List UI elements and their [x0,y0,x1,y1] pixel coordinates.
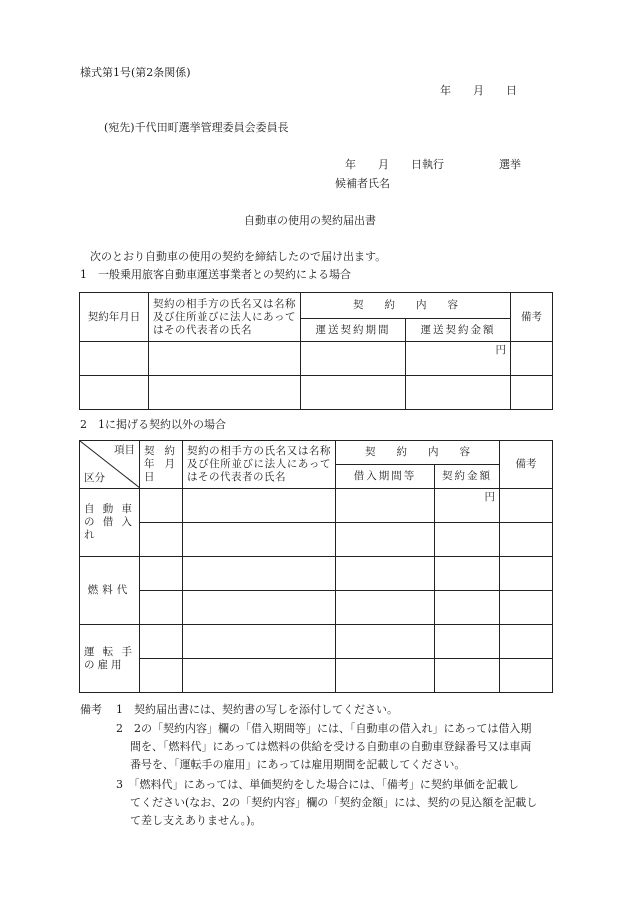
note-2-line-2: 間を、「燃料代」にあっては燃料の供給を受ける自動車の自動車登録番号又は車両 [130,740,532,753]
s2-cell[interactable] [500,489,553,523]
s2-cell[interactable] [140,625,183,659]
s2-cell[interactable] [500,523,553,557]
s2-cell[interactable] [435,557,500,591]
s1-col-period: 運送契約期間 [301,319,406,342]
s2-cell[interactable] [435,591,500,625]
s2-col-remarks: 備考 [500,441,553,489]
document-title: 自動車の使用の契約届出書 [244,214,376,227]
s1-yen-cell[interactable]: 円 [406,342,511,376]
s2-col-amount: 契約金額 [435,465,500,489]
s1-cell[interactable] [511,376,553,410]
note-2-line-1: 2 2の「契約内容」欄の「借入期間等」には、「自動車の借入れ」にあっては借入期 [116,722,532,735]
s2-cell[interactable] [140,523,183,557]
section2-heading: 2 1に掲げる契約以外の場合 [80,418,226,431]
s2-cell[interactable] [336,659,435,693]
s2-cell[interactable] [140,557,183,591]
s2-cell[interactable] [500,659,553,693]
s2-diagonal-header [80,441,140,489]
election-line: 年 月 日執行 選挙 [345,158,521,171]
s2-cell[interactable] [336,489,435,523]
s2-header-item: 項目 [114,444,135,456]
s1-cell[interactable] [301,376,406,410]
s2-cell[interactable] [183,489,336,523]
s2-row-label-fuel: 燃料代 [80,557,140,625]
s2-cell[interactable] [336,625,435,659]
s2-col-contract: 契 約 内 容 [336,441,500,465]
s2-cell[interactable] [435,659,500,693]
section1-heading: 1 一般乗用旅客自動車運送事業者との契約による場合 [80,268,351,281]
note-3-line-1: 3 「燃料代」にあっては、単価契約をした場合には、「備考」に契約単価を記載し [116,778,519,791]
s2-row-label-driver: 運転手の雇用 [80,625,140,693]
s1-cell[interactable] [149,342,301,376]
date-line: 年 月 日 [440,84,517,97]
s1-col-party: 契約の相手方の氏名又は名称及び住所並びに法人にあってはその代表者の氏名 [149,293,301,342]
note-2-line-3: 番号を、「運転手の雇用」にあっては雇用期間を記載してください。 [130,758,466,771]
s2-yen-cell[interactable]: 円 [435,489,500,523]
s2-cell[interactable] [140,659,183,693]
section1-table [79,292,553,410]
s1-cell[interactable] [511,342,553,376]
section2-table [79,440,553,693]
intro-text: 次のとおり自動車の使用の契約を締結したので届け出ます。 [90,250,387,263]
s2-row-label-car-rental: 自動車の借入れ [80,489,140,557]
note-3-line-2: てください(なお、2の「契約内容」欄の「契約金額」には、契約の見込額を記載し [130,796,538,809]
s2-col-date: 契約年月日 [140,441,183,489]
s2-cell[interactable] [500,557,553,591]
s1-row-2 [80,376,553,410]
s2-cell[interactable] [183,625,336,659]
s2-cell[interactable] [336,523,435,557]
s2-cell[interactable] [183,591,336,625]
s1-cell[interactable] [149,376,301,410]
candidate-label: 候補者氏名 [335,177,390,190]
s1-col-contract: 契 約 内 容 [301,293,511,319]
s2-cell[interactable] [183,557,336,591]
note-1: 1 契約届出書には、契約書の写しを添付してください。 [116,703,398,716]
s1-cell[interactable] [301,342,406,376]
s2-cell[interactable] [183,659,336,693]
s2-cell[interactable] [336,557,435,591]
s2-cell[interactable] [435,625,500,659]
s1-row-1 [80,342,553,376]
s1-col-amount: 運送契約金額 [406,319,511,342]
notes-label: 備考 [80,703,102,716]
s1-cell[interactable] [80,376,149,410]
s1-col-remarks: 備考 [511,293,553,342]
s2-cell[interactable] [336,591,435,625]
s2-cell[interactable] [500,625,553,659]
s2-cell[interactable] [140,489,183,523]
s1-cell[interactable] [80,342,149,376]
s2-cell[interactable] [500,591,553,625]
form-number: 様式第1号(第2条関係) [80,66,191,79]
s2-cell[interactable] [140,591,183,625]
s1-col-date: 契約年月日 [80,293,149,342]
s2-cell[interactable] [435,523,500,557]
s2-header-class: 区分 [84,472,105,484]
s1-cell[interactable] [406,376,511,410]
s2-col-period: 借入期間等 [336,465,435,489]
s2-col-party: 契約の相手方の氏名又は名称及び住所並びに法人にあってはその代表者の氏名 [183,441,336,489]
note-3-line-3: て差し支えありません。)。 [130,814,262,827]
addressee: (宛先)千代田町選挙管理委員会委員長 [104,121,289,134]
s2-cell[interactable] [183,523,336,557]
